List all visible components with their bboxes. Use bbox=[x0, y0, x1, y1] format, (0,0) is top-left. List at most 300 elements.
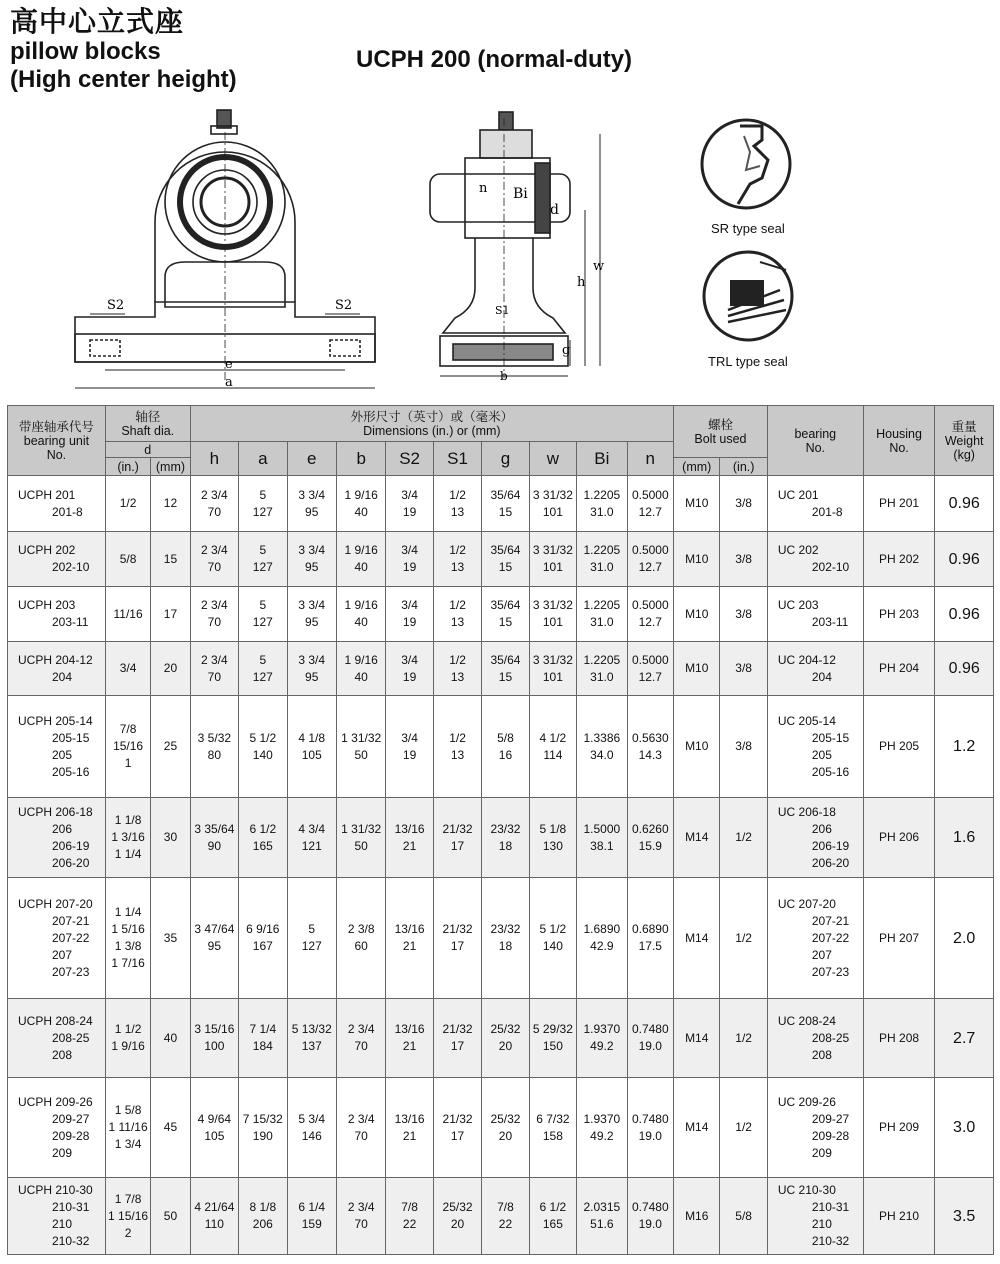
cell-mm: 30 bbox=[151, 798, 190, 878]
cell-w bbox=[529, 696, 576, 798]
g-line: 35/64 bbox=[490, 598, 521, 612]
cell-n bbox=[627, 642, 673, 696]
cell-s1 bbox=[433, 798, 481, 878]
e-line: 3 3/4 bbox=[298, 652, 326, 667]
w-line: 5 1/2 bbox=[539, 922, 567, 936]
bearing-line: 209-27 bbox=[811, 1111, 850, 1126]
bi-line: 51.6 bbox=[590, 1217, 614, 1231]
bearing-line: 205-15 bbox=[811, 730, 850, 745]
inch-line: 2 bbox=[124, 1225, 132, 1240]
cell-bolt_in: 3/8 bbox=[720, 476, 767, 532]
a-line: 140 bbox=[252, 747, 273, 762]
cell-bolt_in: 1/2 bbox=[720, 878, 767, 999]
n-line: 0.5000 bbox=[631, 543, 669, 557]
w-line: 140 bbox=[542, 939, 563, 953]
a-line: 6 9/16 bbox=[246, 922, 280, 936]
bearing-line: 210-32 bbox=[811, 1234, 850, 1248]
cell-housing: PH 203 bbox=[863, 587, 935, 642]
unit-line: 210 bbox=[52, 1217, 73, 1231]
cell-bolt_in: 3/8 bbox=[720, 696, 767, 798]
w-line: 3 31/32 bbox=[532, 598, 573, 612]
unit-line: 205-15 bbox=[52, 730, 90, 745]
bi-line: 49.2 bbox=[590, 1128, 614, 1143]
a-line: 127 bbox=[252, 615, 273, 629]
s1-line: 17 bbox=[450, 838, 465, 853]
table-row bbox=[8, 587, 994, 642]
table-row bbox=[8, 642, 994, 696]
sr-seal-label: SR type seal bbox=[711, 221, 785, 236]
trl-seal-drawing bbox=[700, 250, 796, 350]
cell-weight: 3.5 bbox=[935, 1178, 994, 1255]
e-line: 127 bbox=[301, 939, 322, 953]
cell-g bbox=[482, 798, 529, 878]
cell-h bbox=[190, 999, 238, 1078]
s2-line: 3/4 bbox=[401, 487, 418, 502]
cell-bolt_mm: M16 bbox=[674, 1178, 720, 1255]
unit-line: 201-8 bbox=[52, 504, 83, 519]
cell-h bbox=[190, 878, 238, 999]
cell-e bbox=[287, 587, 336, 642]
cell-mm: 45 bbox=[151, 1078, 190, 1178]
cell-inch bbox=[105, 878, 150, 999]
cell-e bbox=[287, 798, 336, 878]
header-unit-en: bearing unit bbox=[23, 433, 90, 448]
cell-mm: 40 bbox=[151, 999, 190, 1078]
cell-bearing bbox=[767, 999, 863, 1078]
cell-bolt_mm: M10 bbox=[674, 532, 720, 587]
cell-s2 bbox=[386, 696, 433, 798]
label-s2-right: S2 bbox=[335, 298, 353, 313]
header-shaft-cn: 轴径 bbox=[135, 409, 161, 424]
cell-w bbox=[529, 642, 576, 696]
cell-unit bbox=[8, 999, 106, 1078]
unit-line: 203-11 bbox=[52, 615, 89, 629]
bearing-line: UC 201 bbox=[777, 487, 819, 502]
e-line: 5 3/4 bbox=[298, 1111, 326, 1126]
s2-line: 21 bbox=[402, 939, 417, 953]
g-line: 18 bbox=[498, 838, 513, 853]
w-line: 101 bbox=[542, 669, 563, 684]
cell-inch bbox=[105, 587, 150, 642]
g-line: 35/64 bbox=[490, 652, 521, 667]
g-line: 23/32 bbox=[490, 821, 521, 836]
b-line: 40 bbox=[354, 669, 368, 684]
cell-s1 bbox=[433, 532, 481, 587]
n-line: 0.5630 bbox=[631, 730, 669, 745]
header-bolt-en: Bolt used bbox=[694, 431, 747, 446]
w-line: 158 bbox=[542, 1128, 563, 1143]
header-shaft-d: d bbox=[105, 442, 190, 458]
bi-line: 38.1 bbox=[590, 838, 614, 853]
inch-line: 7/8 bbox=[119, 722, 137, 736]
cell-w bbox=[529, 532, 576, 587]
cell-bolt_mm: M14 bbox=[674, 878, 720, 999]
cell-inch bbox=[105, 798, 150, 878]
b-line: 1 9/16 bbox=[344, 652, 378, 667]
cell-g bbox=[482, 1078, 529, 1178]
inch-line: 1 1/4 bbox=[114, 905, 142, 919]
cell-b bbox=[336, 642, 385, 696]
cell-n bbox=[627, 1178, 673, 1255]
cell-weight: 0.96 bbox=[935, 532, 994, 587]
bearing-line: 204 bbox=[811, 669, 832, 684]
cell-bearing bbox=[767, 476, 863, 532]
cell-bearing bbox=[767, 798, 863, 878]
e-line: 105 bbox=[301, 747, 322, 762]
inch-line: 1 9/16 bbox=[111, 1039, 145, 1053]
w-line: 130 bbox=[542, 838, 563, 853]
side-view-drawing bbox=[425, 108, 640, 388]
header-housing-no-text: No. bbox=[889, 440, 909, 455]
cell-mm: 50 bbox=[151, 1178, 190, 1255]
s1-line: 13 bbox=[450, 560, 465, 574]
e-line: 5 13/32 bbox=[291, 1022, 332, 1036]
h-line: 3 35/64 bbox=[194, 821, 235, 836]
b-line: 1 31/32 bbox=[341, 821, 382, 836]
cell-h bbox=[190, 1178, 238, 1255]
unit-line: 210-31 bbox=[52, 1200, 90, 1214]
header-shaft-en: Shaft dia. bbox=[121, 423, 175, 438]
bi-line: 1.2205 bbox=[583, 543, 621, 557]
header-weight bbox=[935, 406, 994, 476]
s2-line: 19 bbox=[402, 504, 417, 519]
g-line: 20 bbox=[498, 1128, 513, 1143]
w-line: 101 bbox=[542, 504, 563, 519]
n-line: 0.7480 bbox=[631, 1022, 669, 1036]
cell-inch bbox=[105, 1178, 150, 1255]
cell-e bbox=[287, 532, 336, 587]
unit-line: UCPH 208-24 bbox=[18, 1013, 93, 1028]
cell-bi bbox=[577, 476, 627, 532]
bearing-line: 210-31 bbox=[811, 1200, 850, 1214]
bi-line: 1.2205 bbox=[583, 652, 621, 667]
cell-weight: 2.7 bbox=[935, 999, 994, 1078]
bearing-line: UC 206-18 bbox=[777, 804, 836, 819]
label-s2-left: S2 bbox=[107, 298, 125, 313]
unit-line: UCPH 202 bbox=[18, 543, 76, 557]
cell-a bbox=[239, 476, 287, 532]
s2-line: 22 bbox=[402, 1217, 417, 1231]
unit-line: 206-19 bbox=[52, 838, 90, 853]
header-bolt-cn: 螺栓 bbox=[707, 417, 733, 432]
inch-line: 1 bbox=[124, 756, 132, 770]
cell-bolt_in: 3/8 bbox=[720, 532, 767, 587]
e-line: 4 3/4 bbox=[298, 821, 326, 836]
bearing-line: UC 209-26 bbox=[777, 1094, 836, 1109]
cell-w bbox=[529, 1178, 576, 1255]
cell-g bbox=[482, 1178, 529, 1255]
unit-line: 207-23 bbox=[52, 964, 90, 979]
cell-unit bbox=[8, 1078, 106, 1178]
w-line: 165 bbox=[542, 1217, 563, 1231]
b-line: 50 bbox=[354, 747, 368, 762]
h-line: 110 bbox=[204, 1217, 224, 1231]
header-col-s2: S2 bbox=[386, 442, 433, 476]
cell-w bbox=[529, 798, 576, 878]
cell-bolt_mm: M10 bbox=[674, 642, 720, 696]
b-line: 2 3/8 bbox=[347, 922, 375, 936]
g-line: 15 bbox=[498, 560, 513, 574]
unit-line: 202-10 bbox=[52, 560, 90, 574]
cell-s1 bbox=[433, 587, 481, 642]
b-line: 40 bbox=[354, 504, 368, 519]
s1-line: 1/2 bbox=[449, 543, 466, 557]
header-bolt bbox=[674, 406, 768, 458]
label-e: e bbox=[225, 357, 233, 372]
g-line: 16 bbox=[498, 747, 513, 762]
label-n: n bbox=[479, 181, 488, 196]
table-row bbox=[8, 878, 994, 999]
cell-bolt_mm: M10 bbox=[674, 696, 720, 798]
cell-bi bbox=[577, 878, 627, 999]
inch-line: 3/4 bbox=[119, 661, 137, 675]
cell-h bbox=[190, 642, 238, 696]
bi-line: 1.2205 bbox=[583, 487, 621, 502]
unit-line: 207 bbox=[52, 947, 73, 962]
h-line: 3 15/16 bbox=[194, 1022, 235, 1036]
header-weight-cn: 重量 bbox=[951, 419, 977, 434]
s2-line: 13/16 bbox=[394, 821, 425, 836]
cell-inch bbox=[105, 1078, 150, 1178]
bi-line: 34.0 bbox=[590, 747, 614, 762]
unit-line: 209 bbox=[52, 1145, 73, 1160]
b-line: 70 bbox=[354, 1128, 368, 1143]
inch-line: 1 7/8 bbox=[114, 1191, 142, 1206]
n-line: 17.5 bbox=[638, 939, 662, 953]
g-line: 15 bbox=[498, 615, 513, 629]
bearing-line: 210 bbox=[811, 1217, 832, 1231]
b-line: 2 3/4 bbox=[347, 1022, 375, 1036]
a-line: 127 bbox=[252, 504, 273, 519]
inch-line: 1 3/4 bbox=[114, 1137, 142, 1151]
w-line: 101 bbox=[542, 560, 563, 574]
cell-n bbox=[627, 878, 673, 999]
a-line: 190 bbox=[252, 1128, 273, 1143]
bearing-line: 207-23 bbox=[811, 964, 850, 979]
unit-line: 208-25 bbox=[52, 1030, 90, 1045]
s2-line: 13/16 bbox=[394, 1022, 425, 1036]
header-bearing: bearing bbox=[794, 426, 837, 441]
cell-a bbox=[239, 642, 287, 696]
cell-bolt_in: 1/2 bbox=[720, 798, 767, 878]
n-line: 0.5000 bbox=[631, 487, 669, 502]
cell-e bbox=[287, 1178, 336, 1255]
cell-n bbox=[627, 532, 673, 587]
e-line: 137 bbox=[301, 1039, 322, 1053]
cell-weight: 2.0 bbox=[935, 878, 994, 999]
s2-line: 19 bbox=[402, 615, 417, 629]
cell-bolt_in: 1/2 bbox=[720, 1078, 767, 1178]
bearing-line: 205-16 bbox=[811, 764, 850, 779]
trl-seal-label: TRL type seal bbox=[708, 354, 788, 369]
label-b: b bbox=[500, 369, 508, 383]
cell-bolt_mm: M14 bbox=[674, 1078, 720, 1178]
header-col-h: h bbox=[190, 442, 238, 476]
cell-inch bbox=[105, 476, 150, 532]
bearing-line: 206-20 bbox=[811, 855, 850, 870]
g-line: 35/64 bbox=[490, 543, 521, 557]
unit-line: 207-22 bbox=[52, 930, 90, 945]
header-bearing-no-text: No. bbox=[805, 440, 826, 455]
cell-mm: 17 bbox=[151, 587, 190, 642]
inch-line: 1 5/8 bbox=[114, 1103, 142, 1117]
s2-line: 21 bbox=[402, 1128, 417, 1143]
cell-mm: 25 bbox=[151, 696, 190, 798]
cell-bolt_in: 1/2 bbox=[720, 999, 767, 1078]
cell-a bbox=[239, 696, 287, 798]
n-line: 12.7 bbox=[638, 504, 662, 519]
h-line: 90 bbox=[207, 838, 222, 853]
cell-bearing bbox=[767, 1078, 863, 1178]
table-row bbox=[8, 532, 994, 587]
n-line: 14.3 bbox=[638, 747, 662, 762]
e-line: 95 bbox=[305, 669, 319, 684]
unit-line: UCPH 204-12 bbox=[18, 652, 93, 667]
cell-housing: PH 210 bbox=[863, 1178, 935, 1255]
label-w: w bbox=[593, 259, 605, 274]
cell-unit bbox=[8, 532, 106, 587]
cell-bolt_mm: M10 bbox=[674, 587, 720, 642]
header-unit-no: No. bbox=[46, 447, 67, 462]
w-line: 3 31/32 bbox=[532, 543, 573, 557]
a-line: 5 1/2 bbox=[249, 730, 277, 745]
inch-line: 1 1/2 bbox=[114, 1022, 142, 1036]
cell-g bbox=[482, 999, 529, 1078]
cell-bi bbox=[577, 798, 627, 878]
cell-w bbox=[529, 878, 576, 999]
cell-s1 bbox=[433, 878, 481, 999]
spec-table bbox=[7, 405, 994, 1255]
n-line: 0.7480 bbox=[631, 1200, 669, 1214]
a-line: 127 bbox=[252, 560, 273, 574]
g-line: 22 bbox=[498, 1217, 513, 1231]
cell-housing: PH 208 bbox=[863, 999, 935, 1078]
h-line: 70 bbox=[207, 504, 222, 519]
cell-unit bbox=[8, 476, 106, 532]
bearing-line: UC 202 bbox=[777, 543, 819, 557]
cell-e bbox=[287, 878, 336, 999]
header-shaft-in: (in.) bbox=[105, 458, 150, 476]
b-line: 2 3/4 bbox=[347, 1200, 375, 1214]
bearing-line: UC 208-24 bbox=[777, 1013, 836, 1028]
h-line: 3 5/32 bbox=[197, 730, 232, 745]
cell-e bbox=[287, 1078, 336, 1178]
n-line: 0.6890 bbox=[631, 922, 669, 936]
a-line: 5 bbox=[259, 487, 267, 502]
bearing-line: 207-22 bbox=[811, 930, 850, 945]
cell-bearing bbox=[767, 642, 863, 696]
unit-line: 207-21 bbox=[52, 913, 90, 928]
bearing-line: 208 bbox=[811, 1047, 832, 1062]
s1-line: 13 bbox=[450, 669, 465, 684]
spec-table-body bbox=[8, 476, 994, 1255]
cell-bolt_in: 3/8 bbox=[720, 642, 767, 696]
s2-line: 21 bbox=[402, 838, 417, 853]
n-line: 0.5000 bbox=[631, 652, 669, 667]
unit-line: UCPH 201 bbox=[18, 487, 76, 502]
cell-unit bbox=[8, 696, 106, 798]
cell-inch bbox=[105, 696, 150, 798]
cell-w bbox=[529, 999, 576, 1078]
table-row bbox=[8, 1178, 994, 1255]
cell-h bbox=[190, 532, 238, 587]
bearing-line: 209-28 bbox=[811, 1128, 850, 1143]
n-line: 12.7 bbox=[638, 560, 662, 574]
n-line: 12.7 bbox=[638, 615, 662, 629]
unit-line: UCPH 209-26 bbox=[18, 1094, 93, 1109]
cell-e bbox=[287, 999, 336, 1078]
n-line: 0.7480 bbox=[631, 1111, 669, 1126]
cell-bolt_mm: M10 bbox=[674, 476, 720, 532]
cell-h bbox=[190, 587, 238, 642]
table-row bbox=[8, 999, 994, 1078]
label-d: d bbox=[550, 202, 559, 218]
s1-line: 21/32 bbox=[442, 1022, 473, 1036]
cell-g bbox=[482, 642, 529, 696]
b-line: 50 bbox=[354, 838, 368, 853]
s1-line: 13 bbox=[450, 615, 465, 629]
h-line: 70 bbox=[207, 560, 222, 574]
bearing-line: UC 203 bbox=[777, 598, 819, 612]
cell-w bbox=[529, 587, 576, 642]
cell-bi bbox=[577, 532, 627, 587]
a-line: 184 bbox=[252, 1039, 273, 1053]
chinese-title: 高中心立式座 bbox=[10, 5, 185, 38]
english-title-line1: pillow blocks bbox=[10, 38, 161, 65]
header-col-n: n bbox=[627, 442, 673, 476]
cell-bolt_mm: M14 bbox=[674, 999, 720, 1078]
bi-line: 31.0 bbox=[590, 504, 614, 519]
label-bi: Bi bbox=[513, 186, 528, 202]
s2-line: 3/4 bbox=[401, 598, 418, 612]
cell-n bbox=[627, 798, 673, 878]
bearing-line: 208-25 bbox=[811, 1030, 850, 1045]
g-line: 20 bbox=[498, 1039, 513, 1053]
header-dimensions bbox=[190, 406, 673, 442]
s1-line: 1/2 bbox=[449, 598, 466, 612]
h-line: 70 bbox=[207, 669, 222, 684]
bi-line: 2.0315 bbox=[583, 1200, 621, 1214]
cell-housing: PH 202 bbox=[863, 532, 935, 587]
cell-e bbox=[287, 476, 336, 532]
unit-line: 208 bbox=[52, 1047, 73, 1062]
a-line: 5 bbox=[259, 598, 267, 612]
header-shaft-mm: (mm) bbox=[151, 458, 190, 476]
cell-bi bbox=[577, 642, 627, 696]
cell-h bbox=[190, 476, 238, 532]
n-line: 0.6260 bbox=[631, 821, 669, 836]
cell-weight: 0.96 bbox=[935, 476, 994, 532]
cell-b bbox=[336, 476, 385, 532]
cell-weight: 0.96 bbox=[935, 642, 994, 696]
cell-bi bbox=[577, 1178, 627, 1255]
w-line: 150 bbox=[542, 1039, 563, 1053]
bi-line: 1.5000 bbox=[583, 821, 621, 836]
e-line: 159 bbox=[301, 1217, 322, 1231]
n-line: 12.7 bbox=[638, 669, 662, 684]
s1-line: 17 bbox=[450, 1039, 465, 1053]
s2-line: 19 bbox=[402, 747, 417, 762]
b-line: 60 bbox=[354, 939, 368, 953]
w-line: 6 7/32 bbox=[536, 1111, 570, 1126]
unit-line: UCPH 207-20 bbox=[18, 896, 93, 911]
cell-housing: PH 207 bbox=[863, 878, 935, 999]
e-line: 146 bbox=[301, 1128, 322, 1143]
s1-line: 17 bbox=[450, 939, 465, 953]
cell-a bbox=[239, 1178, 287, 1255]
table-row bbox=[8, 696, 994, 798]
cell-s1 bbox=[433, 1078, 481, 1178]
